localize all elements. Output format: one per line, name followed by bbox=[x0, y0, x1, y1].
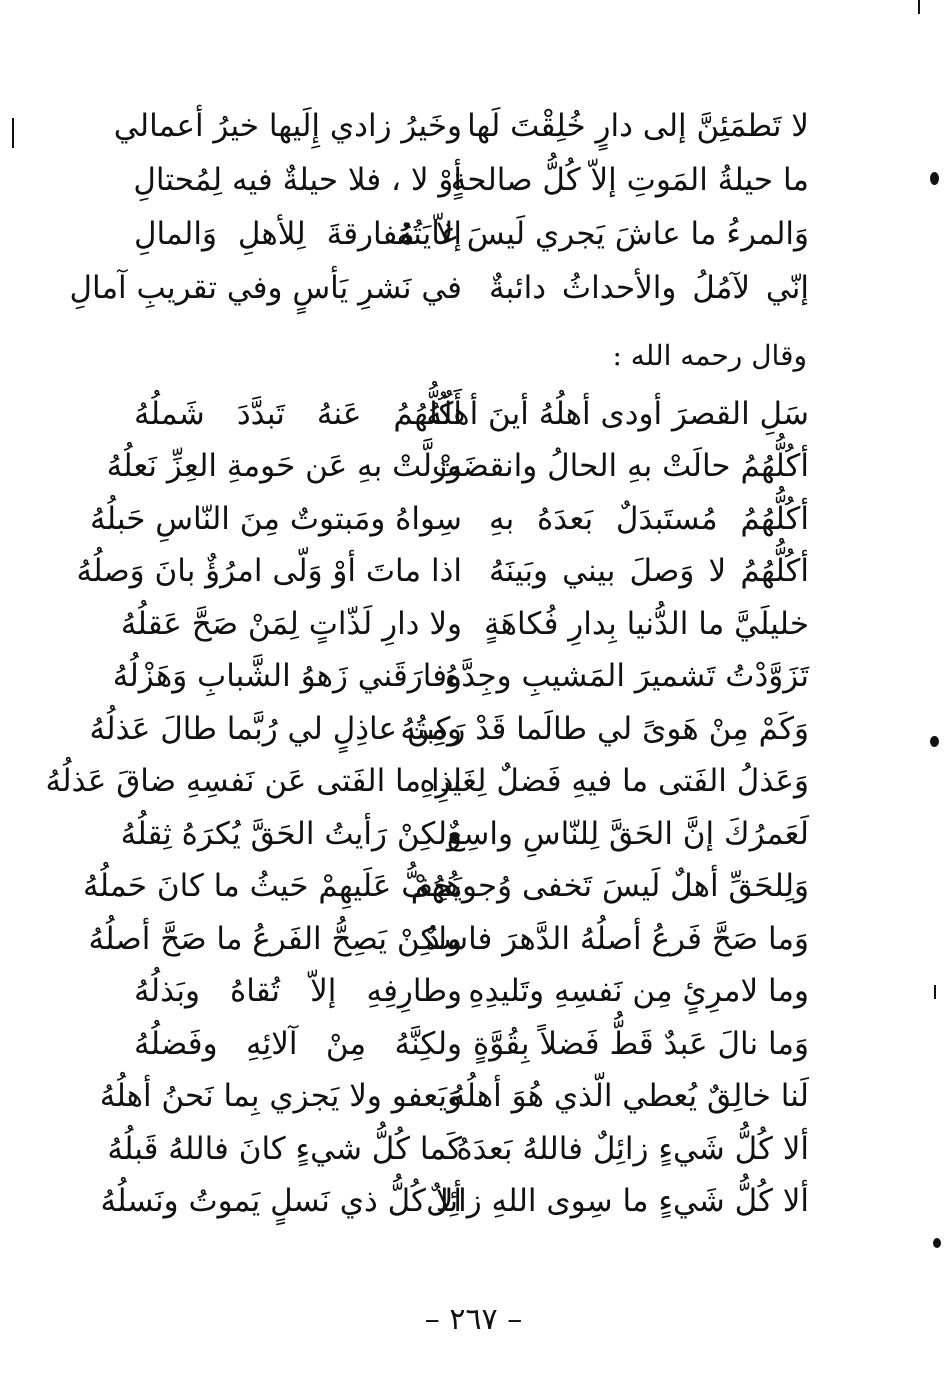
hemistich-second: أَكُلُّهُمُ عَنهُ تَبدَّدَ شَملُهُ bbox=[134, 396, 462, 432]
scan-margin-line bbox=[12, 118, 14, 148]
hemistich-second: وطارِفِهِ إلاّ تُقاهُ وبَذلُهُ bbox=[134, 973, 462, 1009]
hemistich-first: أكُلُّهُمُ لا وَصلَ بيني وبَينَهُ bbox=[489, 553, 809, 589]
hemistich-first: خليلَيَّ ما الدُّنيا بِدارِ فُكاهَةٍ bbox=[484, 606, 809, 642]
hemistich-first: أكُلُّهُمُ مُستَبدَلٌ بَعدَهُ بهِ bbox=[489, 501, 809, 537]
hemistich-second: سِواهُ ومَبتوتٌ مِنَ النّاسِ حَبلُهُ bbox=[89, 501, 462, 537]
hemistich-second: وزلَّتْ بهِ عَن حَومةِ العِزِّ نَعلُهُ bbox=[106, 448, 462, 484]
hemistich-second: ولكِنَّهُ مِنْ آلائِهِ وفَضلُهُ bbox=[134, 1026, 462, 1062]
hemistich-second: اذا ماتَ أوْ وَلّى امرُؤٌ بانَ وَصلُهُ bbox=[76, 553, 462, 589]
hemistich-first: وَالمرءُ ما عاشَ يَجري لَيسَ غايَتُهُ bbox=[396, 216, 809, 252]
hemistich-first: وَما صَحَّ فَرعُ أصلُهُ الدَّهرَ فاسِدٌ bbox=[425, 921, 809, 957]
hemistich-second: أوْ لا ، فلا حيلةٌ فيه لِمُحتالِ bbox=[133, 162, 462, 198]
scan-mark bbox=[930, 172, 939, 185]
scan-corner-line bbox=[918, 0, 920, 14]
hemistich-second: وَيَعفو ولا يَجزي بِما نَحنُ أهلُهُ bbox=[99, 1078, 462, 1114]
hemistich-first: وَما نالَ عَبدٌ قَطُّ فَضلاً بِقُوَّةٍ bbox=[472, 1026, 809, 1062]
scan-mark bbox=[934, 985, 936, 999]
hemistich-second: وخَيرُ زادي إِلَيها خيرُ أعمالي bbox=[113, 108, 462, 144]
hemistich-second: اذا ما الفَتى عَن نَفسِهِ ضاقَ عَذلُهُ bbox=[45, 763, 462, 799]
hemistich-second: إلاّ مُفارقةَ لِلأهلِ وَالمالِ bbox=[134, 216, 462, 252]
hemistich-second: ولكِنْ رَأيتُ الحَقَّ يُكرَهُ ثِقلُهُ bbox=[120, 816, 462, 852]
hemistich-first: لَعَمرُكَ إنَّ الحَقَّ لِلنّاسِ واسِعٌ bbox=[446, 816, 809, 852]
hemistich-first: سَلِ القصرَ أودى أهلُهُ أينَ أهلُهُ bbox=[426, 396, 809, 432]
hemistich-first: لا تَطمَئِنَّ إلى دارٍ خُلِقْتَ لَها bbox=[467, 108, 809, 144]
hemistich-first: ألا كُلُّ شَيءٍ زائِلٌ فاللهُ بَعدَهُ bbox=[456, 1131, 809, 1167]
hemistich-first: إنّي لآمُلُ والأحداثُ دائبةٌ bbox=[489, 270, 809, 306]
hemistich-first: ألا كُلُّ شَيءٍ ما سِوى اللهِ زائِلٌ bbox=[426, 1183, 809, 1219]
hemistich-first: لَنا خالِقٌ يُعطي الّذي هُوَ أهلُهُ bbox=[449, 1078, 809, 1114]
hemistich-second: يَخِفُّ عَلَيهِمْ حَيثُ ما كانَ حَملُهُ bbox=[83, 868, 462, 904]
hemistich-first: ما حيلةُ المَوتِ إلاّ كُلُّ صالحةٍ bbox=[450, 162, 809, 198]
hemistich-second: ولكِنْ يَصِحُّ الفَرعُ ما صَحَّ أصلُهُ bbox=[88, 921, 462, 957]
hemistich-first: تَزَوَّدْتُ تَشميرَ المَشيبِ وجِدَّهُ bbox=[445, 658, 809, 694]
section-heading: وقال رحمه الله : bbox=[612, 339, 807, 372]
hemistich-second: ومِن عاذِلٍ لي رُبَّما طالَ عَذلُهُ bbox=[89, 711, 462, 747]
hemistich-second: وفارَقَني زَهوُ الشَّبابِ وَهَزْلُهُ bbox=[112, 658, 462, 694]
hemistich-first: أكُلُّهُمُ حالَتْ بهِ الحالُ وانقضَتْ bbox=[432, 448, 809, 484]
page-number: – ٢٦٧ – bbox=[424, 1302, 523, 1337]
hemistich-first: وَعَذلُ الفَتى ما فيهِ فَضلٌ لِغَيرِهِ bbox=[419, 763, 809, 799]
hemistich-second: ألا كُلُّ ذي نَسلٍ يَموتُ ونَسلُهُ bbox=[100, 1183, 462, 1219]
hemistich-second: في نَشرِ يَأسٍ وفي تقريبِ آمالِ bbox=[69, 270, 462, 306]
scan-mark bbox=[930, 736, 939, 747]
hemistich-second: كَما كُلُّ شيءٍ كانَ فاللهُ قَبلُهُ bbox=[107, 1131, 462, 1167]
hemistich-first: وما لامرِئٍ مِن نَفسِهِ وتَليدِهِ bbox=[468, 973, 809, 1009]
scan-mark bbox=[933, 1238, 941, 1248]
hemistich-first: وَلِلحَقِّ أهلٌ لَيسَ تَخفى وُجوهُهُمْ bbox=[410, 868, 809, 904]
hemistich-first: وَكَمْ مِنْ هَوىً لي طالَما قَدْ رَكِبتُهُ bbox=[400, 711, 809, 747]
hemistich-second: ولا دارِ لَذّاتٍ لِمَنْ صَحَّ عَقلُهُ bbox=[120, 606, 462, 642]
